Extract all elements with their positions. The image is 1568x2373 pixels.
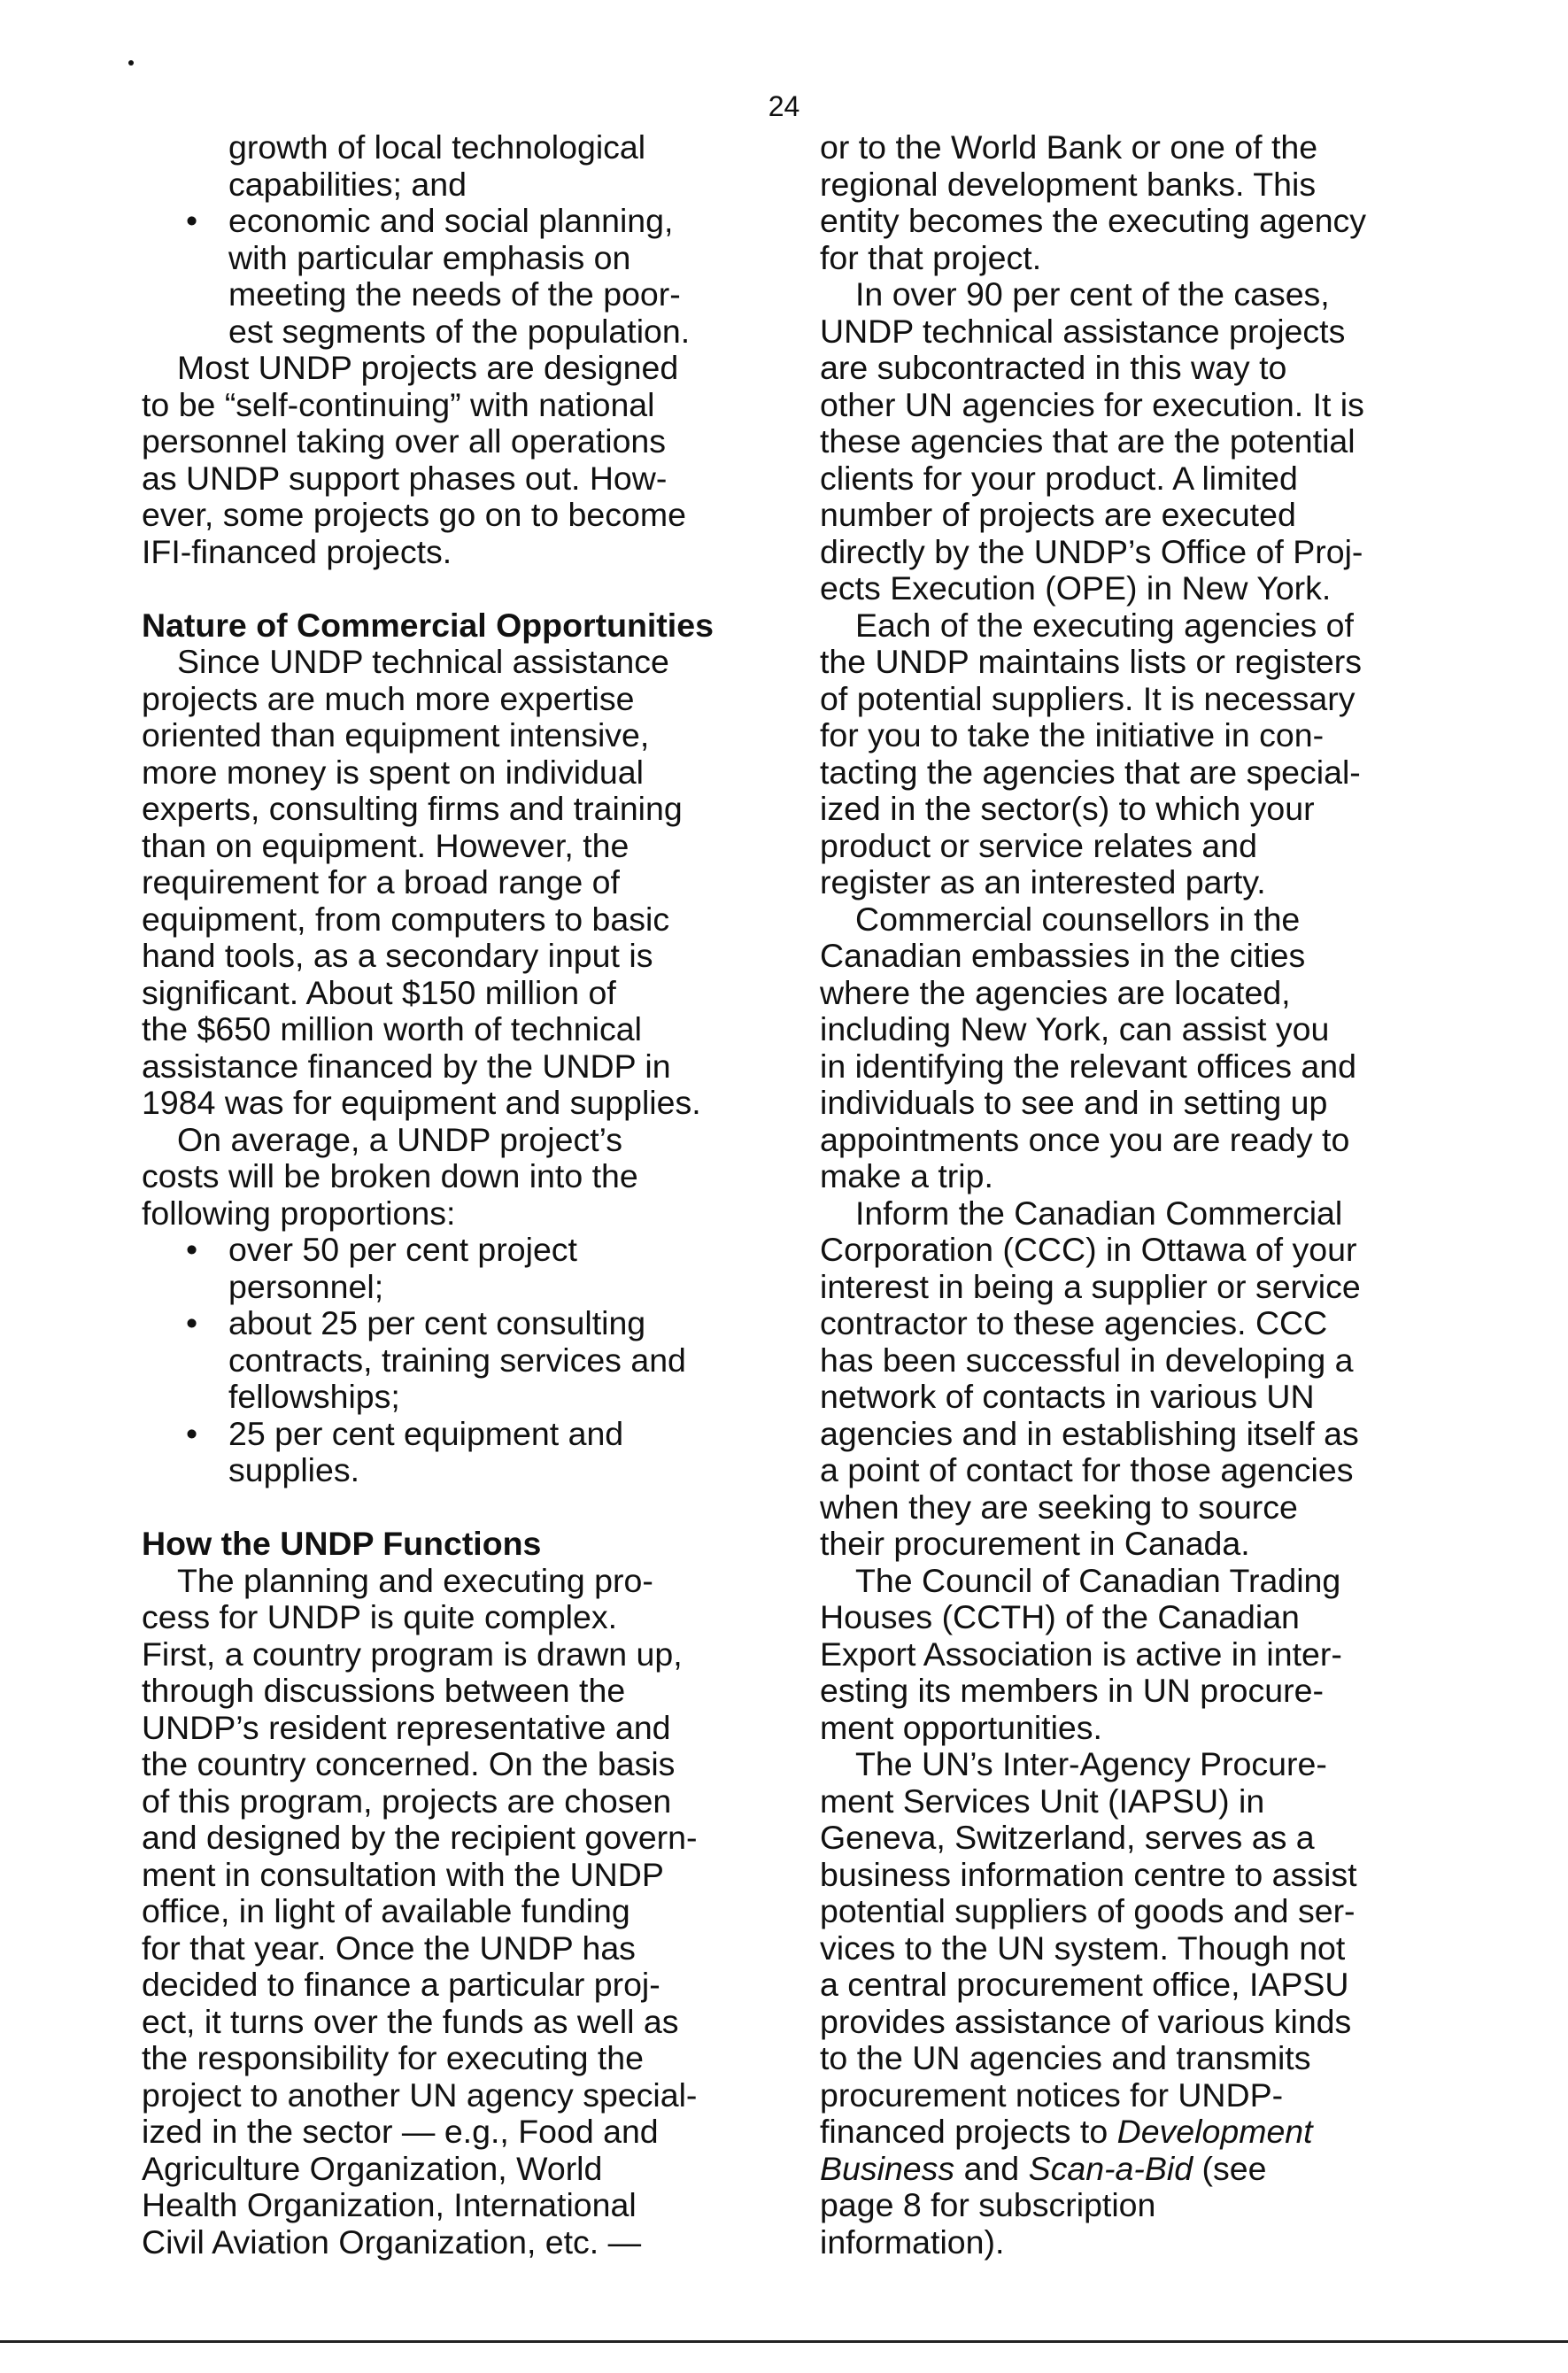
- text-run: financed projects to: [820, 2113, 1117, 2150]
- text-line: ect, it turns over the funds as well as: [142, 2002, 679, 2040]
- text-line: esting its members in UN procure-: [820, 1672, 1324, 1709]
- bullet-icon: •: [186, 1231, 198, 1268]
- text-line: Each of the executing agencies of: [855, 606, 1354, 644]
- text-line: appointments once you are ready to: [820, 1120, 1350, 1158]
- text-line: procurement notices for UNDP-: [820, 2075, 1284, 2114]
- text-line: vices to the UN system. Though not: [820, 1929, 1346, 1967]
- text-line: including New York, can assist you: [820, 1010, 1330, 1047]
- text-line: provides assistance of various kinds: [820, 2002, 1352, 2040]
- text-line: information).: [820, 2222, 1005, 2261]
- text-line: has been successful in developing a: [820, 1341, 1354, 1379]
- text-line: IFI-financed projects.: [142, 532, 452, 570]
- right-column: [820, 129, 1457, 2261]
- text-line: to be “self-continuing” with national: [142, 385, 655, 423]
- text-line: tacting the agencies that are special-: [820, 753, 1361, 791]
- text-line: agencies and in establishing itself as: [820, 1414, 1359, 1452]
- text-line: oriented than equipment intensive,: [142, 716, 650, 754]
- text-line: are subcontracted in this way to: [820, 349, 1287, 386]
- text-line: fellowships;: [228, 1378, 400, 1415]
- text-line: Since UNDP technical assistance: [177, 643, 669, 680]
- text-line: 1984 was for equipment and supplies.: [142, 1084, 701, 1121]
- page-bottom-rule: [0, 2340, 1568, 2343]
- text-line: [820, 2114, 1457, 2151]
- text-line: UNDP technical assistance projects: [820, 312, 1346, 350]
- text-line: more money is spent on individual: [142, 753, 644, 791]
- text-line: where the agencies are located,: [820, 973, 1291, 1011]
- text-line: capabilities; and: [228, 165, 467, 203]
- text-line: for that year. Once the UNDP has: [142, 1929, 636, 1967]
- text-line: directly by the UNDP’s Office of Proj-: [820, 532, 1363, 570]
- text-line: interest in being a supplier or service: [820, 1267, 1361, 1305]
- text-line: ects Execution (OPE) in New York.: [820, 569, 1332, 607]
- text-line: ment opportunities.: [820, 1708, 1102, 1746]
- text-line: decided to finance a particular proj-: [142, 1966, 660, 2003]
- section-heading: Nature of Commercial Opportunities: [142, 606, 714, 644]
- bullet-text: about 25 per cent consulting: [228, 1304, 646, 1341]
- text-line: make a trip.: [820, 1157, 993, 1194]
- text-line: Export Association is active in inter-: [820, 1635, 1342, 1673]
- text-line: personnel;: [228, 1267, 384, 1305]
- text-line: the country concerned. On the basis: [142, 1745, 676, 1782]
- bullet-text: over 50 per cent project: [228, 1231, 577, 1268]
- text-line: and designed by the recipient govern-: [142, 1819, 698, 1856]
- text-line: other UN agencies for execution. It is: [820, 385, 1364, 423]
- text-line: these agencies that are the potential: [820, 422, 1356, 460]
- text-line: their procurement in Canada.: [820, 1525, 1250, 1562]
- bullet-item: [142, 203, 761, 240]
- text-line: of this program, projects are chosen: [142, 1782, 672, 1820]
- text-line: the UNDP maintains lists or registers: [820, 643, 1363, 680]
- text-line: following proportions:: [142, 1194, 456, 1232]
- text-line: cess for UNDP is quite complex.: [142, 1598, 617, 1635]
- text-line: or to the World Bank or one of the: [820, 128, 1318, 166]
- text-line: individuals to see and in setting up: [820, 1084, 1328, 1121]
- text-line: Corporation (CCC) in Ottawa of your: [820, 1231, 1357, 1268]
- text-line: growth of local technological: [228, 128, 646, 166]
- bullet-item: [142, 1416, 761, 1453]
- text-line: ment Services Unit (IAPSU) in: [820, 1782, 1265, 1820]
- text-line: clients for your product. A limited: [820, 459, 1298, 497]
- text-line: number of projects are executed: [820, 496, 1296, 533]
- text-line: UNDP’s resident representative and: [142, 1708, 671, 1746]
- publication-title: Scan-a-Bid: [1028, 2149, 1193, 2187]
- text-line: meeting the needs of the poor-: [228, 275, 681, 313]
- text-line: Agriculture Organization, World: [142, 2149, 603, 2187]
- text-line: projects are much more expertise: [142, 679, 635, 717]
- text-line: regional development banks. This: [820, 165, 1317, 203]
- text-line: Commercial counsellors in the: [855, 900, 1301, 938]
- bullet-item: [142, 1305, 761, 1342]
- text-line: register as an interested party.: [820, 863, 1266, 901]
- page-number: 24: [768, 90, 800, 122]
- text-line: In over 90 per cent of the cases,: [855, 275, 1330, 313]
- text-line: significant. About $150 million of: [142, 973, 616, 1011]
- text-line: a central procurement office, IAPSU: [820, 1966, 1349, 2003]
- text-line: costs will be broken down into the: [142, 1157, 638, 1194]
- text-line: equipment, from computers to basic: [142, 900, 670, 938]
- text-line: the $650 million worth of technical: [142, 1010, 642, 1047]
- publication-title: Development: [1116, 2113, 1313, 2150]
- bullet-text: economic and social planning,: [228, 202, 674, 239]
- text-line: ment in consultation with the UNDP: [142, 1855, 664, 1893]
- text-line: product or service relates and: [820, 826, 1258, 864]
- text-line: of potential suppliers. It is necessary: [820, 679, 1356, 717]
- paragraph-gap: [142, 1489, 761, 1527]
- text-line: assistance financed by the UNDP in: [142, 1047, 671, 1085]
- text-line: for that project.: [820, 238, 1042, 276]
- text-line: than on equipment. However, the: [142, 826, 630, 864]
- text-line: supplies.: [228, 1451, 360, 1488]
- text-line: experts, consulting firms and training: [142, 790, 683, 827]
- left-column: [142, 129, 761, 2261]
- bullet-item: [142, 1232, 761, 1269]
- text-line: for you to take the initiative in con-: [820, 716, 1325, 754]
- text-line: in identifying the relevant offices and: [820, 1047, 1356, 1085]
- text-line: hand tools, as a secondary input is: [142, 937, 653, 974]
- text-line: business information centre to assist: [820, 1855, 1357, 1893]
- text-line: with particular emphasis on: [228, 238, 631, 276]
- text-line: requirement for a broad range of: [142, 863, 620, 901]
- text-line: First, a country program is drawn up,: [142, 1635, 683, 1673]
- text-line: to the UN agencies and transmits: [820, 2039, 1311, 2076]
- text-line: Health Organization, International: [142, 2186, 637, 2223]
- paragraph-gap: [142, 570, 761, 607]
- text-line: ever, some projects go on to become: [142, 496, 686, 533]
- text-line: personnel taking over all operations: [142, 422, 667, 460]
- publication-title: Business: [820, 2149, 955, 2187]
- text-line: [820, 2151, 1457, 2188]
- text-line: The planning and executing pro-: [177, 1561, 653, 1599]
- text-line: page 8 for subscription: [820, 2186, 1156, 2223]
- text-line: Most UNDP projects are designed: [177, 349, 679, 386]
- scan-mark: [128, 60, 134, 66]
- text-line: network of contacts in various UN: [820, 1378, 1315, 1415]
- text-line: through discussions between the: [142, 1672, 626, 1709]
- text-line: office, in light of available funding: [142, 1892, 630, 1929]
- text-line: Inform the Canadian Commercial: [855, 1194, 1343, 1232]
- text-line: Geneva, Switzerland, serves as a: [820, 1819, 1315, 1856]
- bullet-icon: •: [186, 1304, 198, 1341]
- text-run: and: [954, 2149, 1029, 2187]
- text-line: est segments of the population.: [228, 312, 691, 350]
- text-line: ized in the sector — e.g., Food and: [142, 2113, 659, 2150]
- text-line: a point of contact for those agencies: [820, 1451, 1354, 1488]
- text-line: ized in the sector(s) to which your: [820, 790, 1315, 827]
- bullet-icon: •: [186, 202, 198, 239]
- text-line: Canadian embassies in the cities: [820, 937, 1306, 974]
- text-line: contracts, training services and: [228, 1341, 686, 1379]
- text-line: when they are seeking to source: [820, 1488, 1298, 1526]
- text-line: contractor to these agencies. CCC: [820, 1304, 1328, 1341]
- text-line: potential suppliers of goods and ser-: [820, 1892, 1356, 1929]
- text-line: entity becomes the executing agency: [820, 202, 1367, 239]
- bullet-icon: •: [186, 1414, 198, 1452]
- text-line: project to another UN agency special-: [142, 2075, 698, 2114]
- text-run: (see: [1193, 2149, 1267, 2187]
- text-line: The Council of Canadian Trading: [855, 1561, 1341, 1599]
- text-line: On average, a UNDP project’s: [177, 1120, 623, 1158]
- text-line: The UN’s Inter-Agency Procure-: [855, 1745, 1327, 1782]
- section-heading: How the UNDP Functions: [142, 1525, 542, 1562]
- text-line: Civil Aviation Organization, etc. —: [142, 2222, 642, 2261]
- text-line: as UNDP support phases out. How-: [142, 459, 668, 497]
- bullet-text: 25 per cent equipment and: [228, 1414, 624, 1452]
- text-line: the responsibility for executing the: [142, 2039, 644, 2076]
- text-line: Houses (CCTH) of the Canadian: [820, 1598, 1300, 1635]
